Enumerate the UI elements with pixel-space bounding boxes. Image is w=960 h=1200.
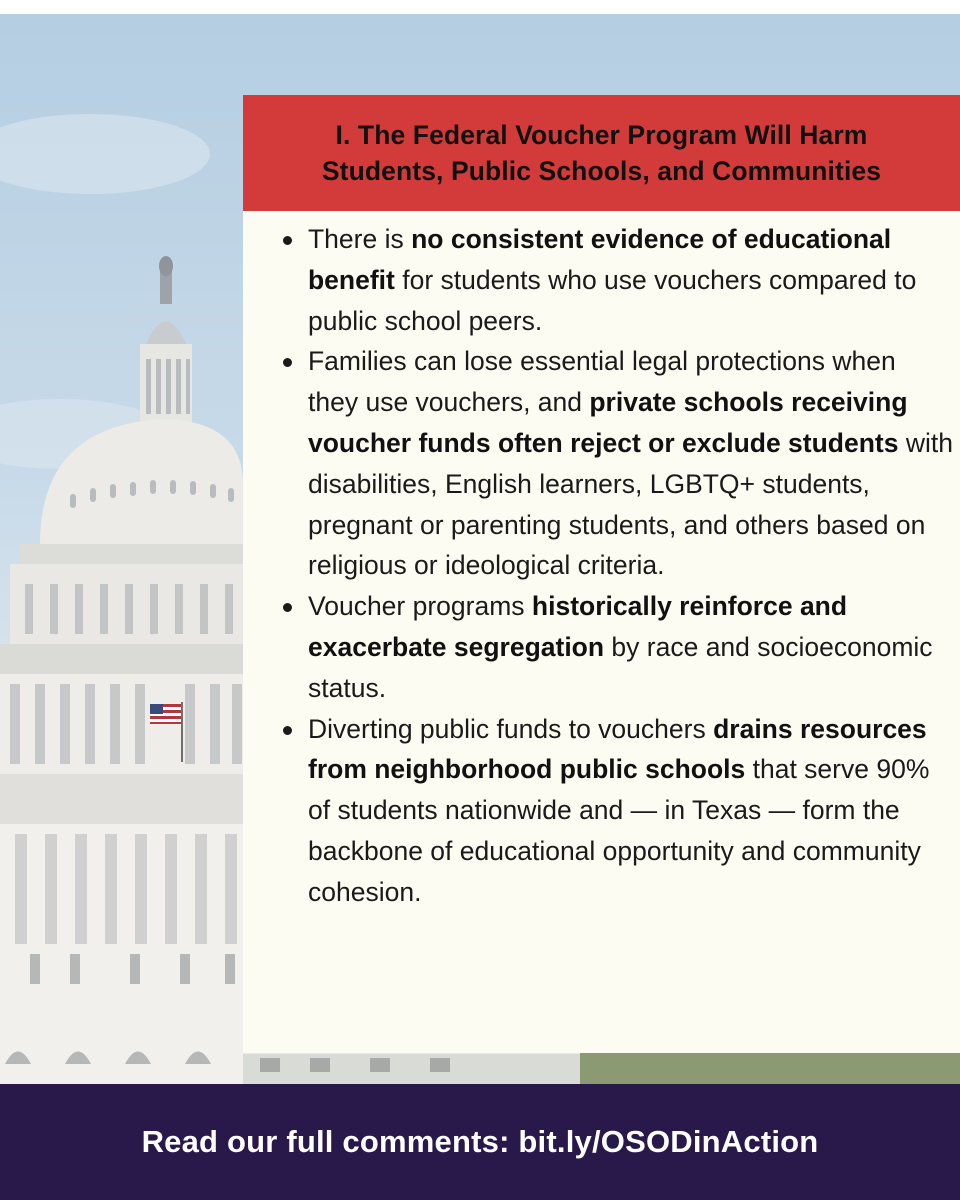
bullet-text-post: with disabilities, English learners, LGBTQ+ students, pregnant or parenting students, and others based on religious or ideological criteria. (308, 427, 953, 581)
bullet-text-pre: Voucher programs (308, 591, 532, 622)
bullet-text-bold: historically reinforce and exacerbate segregation (308, 591, 848, 662)
content-card (243, 95, 960, 1053)
bullet-list (273, 219, 953, 913)
bullet-text-pre: Families can lose essential legal protections when they use vouchers, and (308, 346, 896, 418)
list-item (273, 219, 953, 341)
top-border (0, 0, 960, 14)
bullet-text-post: by race and socioeconomic status. (308, 631, 933, 703)
footer-banner (0, 1084, 960, 1200)
bullet-text-bold: drains resources from neighborhood public schools (308, 713, 927, 785)
bullet-text-post: for students who use vouchers compared to public school peers. (308, 264, 917, 336)
card-header (243, 95, 960, 211)
card-title (322, 117, 881, 189)
card-title-line-1: I. The Federal Voucher Program Will Harm (335, 120, 868, 150)
bullet-text-pre: Diverting public funds to vouchers (308, 713, 714, 744)
bullet-icon (283, 726, 292, 735)
bullet-icon (283, 236, 292, 245)
bullet-text-bold: no consistent evidence of educational benefit (308, 224, 892, 295)
list-item (273, 709, 953, 913)
list-item (273, 341, 953, 586)
bullet-icon (283, 603, 292, 612)
card-title-line-2: Students, Public Schools, and Communities (321, 156, 882, 186)
footer-link-text[interactable]: Read our full comments: bit.ly/OSODinAction (141, 1124, 819, 1159)
bullet-text-bold: private schools receiving voucher funds often reject or exclude students (308, 387, 908, 458)
bullet-icon (283, 358, 292, 367)
bullet-text-pre: There is (308, 224, 412, 254)
list-item (273, 586, 953, 708)
bullet-text-post: that serve 90% of students nationwide and — in Texas — form the backbone of educational opportunity and community cohesion. (308, 754, 930, 907)
